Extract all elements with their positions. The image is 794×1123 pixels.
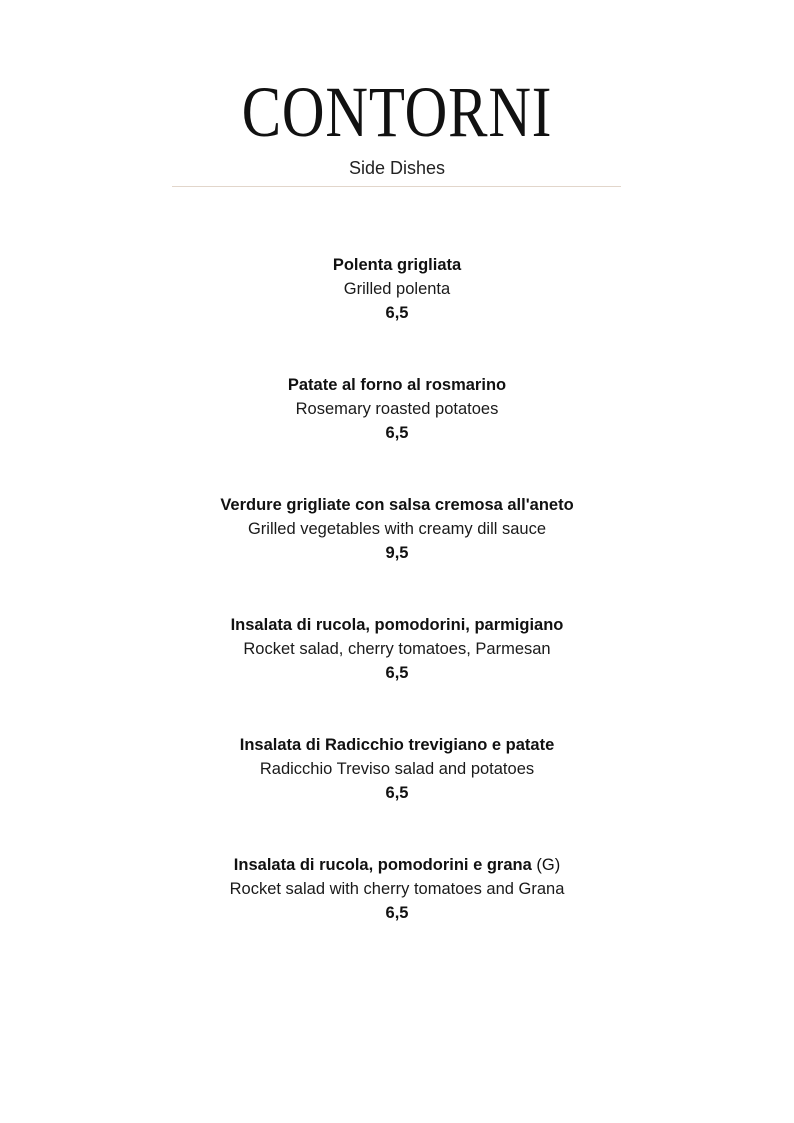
menu-item-price: 6,5 [385,904,409,922]
menu-item-list [0,253,794,973]
menu-item-description: Grilled polenta [343,280,451,298]
menu-item-description: Rosemary roasted potatoes [295,400,499,418]
menu-item [0,493,794,613]
header-divider [172,186,621,187]
menu-item-name: Insalata di rucola, pomodorini e grana [233,856,532,874]
menu-item [0,373,794,493]
menu-item-name: Verdure grigliate con salsa cremosa all'aneto [220,496,574,514]
menu-item-name: Insalata di Radicchio trevigiano e patate [239,736,555,754]
menu-item-price: 6,5 [385,424,409,442]
menu-item [0,253,794,373]
menu-item-description: Grilled vegetables with creamy dill sauce [247,520,547,538]
menu-item-name: Polenta grigliata [332,256,462,274]
menu-item-description: Radicchio Treviso salad and potatoes [259,760,535,778]
menu-item [0,733,794,853]
allergen-tag: (G) [536,856,561,874]
menu-item-price: 6,5 [385,304,409,322]
menu-item-name: Insalata di rucola, pomodorini, parmigiano [230,616,564,634]
menu-item-price: 9,5 [385,544,409,562]
menu-item [0,853,794,973]
menu-item-name-row [0,853,794,877]
menu-header [0,0,794,200]
menu-item-price: 6,5 [385,664,409,682]
menu-item-description: Rocket salad, cherry tomatoes, Parmesan [243,640,551,658]
menu-item-name: Patate al forno al rosmarino [287,376,507,394]
page-subtitle: Side Dishes [348,158,446,178]
page-title: CONTORNI [241,72,553,152]
menu-item-price: 6,5 [385,784,409,802]
menu-item-description: Rocket salad with cherry tomatoes and Grana [229,880,565,898]
menu-item [0,613,794,733]
